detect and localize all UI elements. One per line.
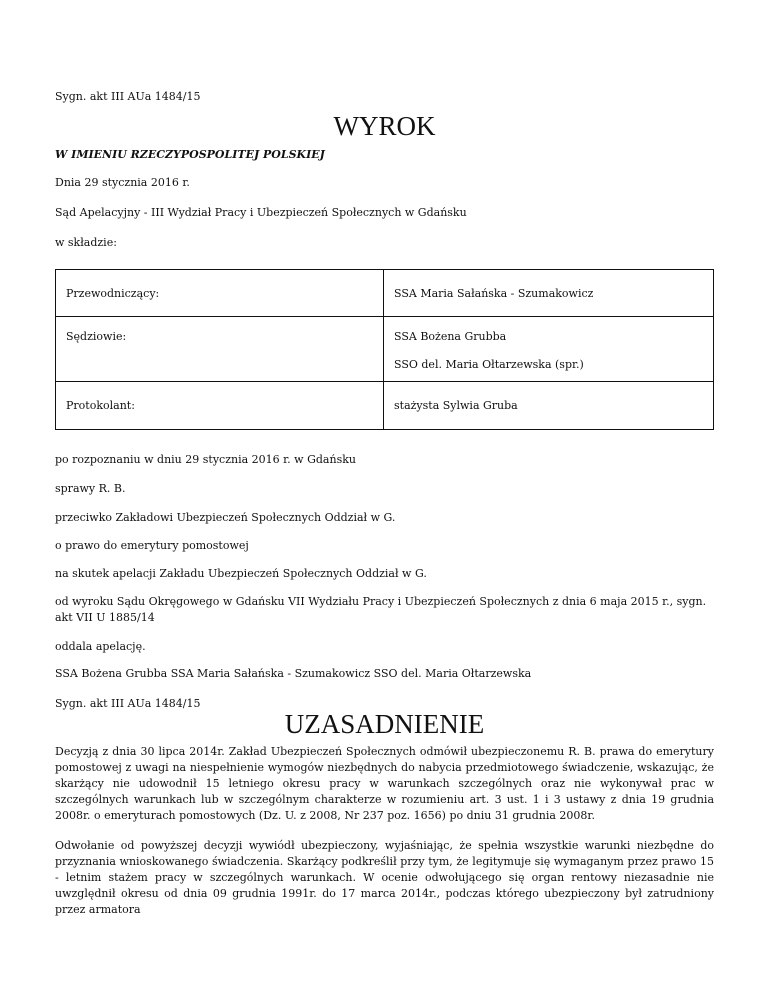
case-number-top: Sygn. akt III AUa 1484/15 bbox=[55, 90, 201, 103]
table-row bbox=[56, 317, 714, 382]
presiding-label: Przewodniczący: bbox=[56, 270, 384, 317]
verdict-line-6: od wyroku Sądu Okręgowego w Gdańsku VII Wydziału Pracy i Ubezpieczeń Społecznych z dnia 6 maja 2015 r., sygn. akt VII U 1885/14 bbox=[55, 595, 707, 624]
clerk-value: stażysta Sylwia Gruba bbox=[384, 382, 714, 430]
table-row bbox=[56, 270, 714, 317]
judges-label: Sędziowie: bbox=[56, 317, 384, 382]
presiding-value: SSA Maria Sałańska - Szumakowicz bbox=[384, 270, 714, 317]
verdict-line-2: sprawy R. B. bbox=[55, 482, 126, 495]
table-row bbox=[56, 382, 714, 430]
case-number-justification: Sygn. akt III AUa 1484/15 bbox=[55, 697, 201, 710]
verdict-line-4: o prawo do emerytury pomostowej bbox=[55, 539, 249, 552]
justification-title: UZASADNIENIE bbox=[284, 709, 485, 739]
judge-2: SSO del. Maria Ołtarzewska (spr.) bbox=[394, 358, 584, 371]
justification-paragraph-2: Odwołanie od powyższej decyzji wywiódł ubezpieczony, wyjaśniając, że spełnia wszystkie warunki niezbędne do przyznania wnioskowanego świadczenia. Skarżący podkreślił przy tym, że legitymuje się wymaganym przez prawo 15 - letnim stażem pracy w szczególnych warunkach. W ocenie odwołującego się organ rentowy niezasadnie nie uwzględnił okresu od dnia 09 grudnia 1991r. do 17 marca 2014r., podczas którego ubezpieczony był zatrudniony przez armatora bbox=[55, 839, 714, 916]
composition-intro: w składzie: bbox=[55, 236, 117, 249]
verdict-date: Dnia 29 stycznia 2016 r. bbox=[55, 176, 190, 189]
court-panel-table bbox=[55, 269, 714, 430]
judge-1: SSA Bożena Grubba bbox=[394, 330, 507, 343]
clerk-label: Protokolant: bbox=[56, 382, 384, 430]
verdict-line-3: przeciwko Zakładowi Ubezpieczeń Społecznych Oddział w G. bbox=[55, 511, 396, 524]
court-name: Sąd Apelacyjny - III Wydział Pracy i Ubezpieczeń Społecznych w Gdańsku bbox=[55, 206, 467, 219]
verdict-line-1: po rozpoznaniu w dniu 29 stycznia 2016 r. w Gdańsku bbox=[55, 453, 356, 466]
signatures: SSA Bożena Grubba SSA Maria Sałańska - Szumakowicz SSO del. Maria Ołtarzewska bbox=[55, 667, 532, 680]
judges-value bbox=[384, 317, 714, 382]
verdict-line-5: na skutek apelacji Zakładu Ubezpieczeń Społecznych Oddział w G. bbox=[55, 567, 427, 580]
verdict-line-7: oddala apelację. bbox=[55, 640, 146, 653]
verdict-title: WYROK bbox=[333, 111, 436, 141]
justification-paragraph-1: Decyzją z dnia 30 lipca 2014r. Zakład Ubezpieczeń Społecznych odmówił ubezpieczonemu R. B. prawa do emerytury pomostowej z uwagi na niespełnienie wymogów niezbędnych do nabycia przedmiotowego świadczenie, wskazując, że skarżący nie udowodnił 15 letniego okresu pracy w warunkach szczególnych oraz nie wykonywał prac w szczególnych warunkach lub w szczególnym charakterze w rozumieniu art. 3 ust. 1 i 3 ustawy z dnia 19 grudnia 2008r. o emeryturach pomostowych (Dz. U. z 2008, Nr 237 poz. 1656) po dniu 31 grudnia 2008r. bbox=[55, 745, 714, 822]
verdict-subtitle: W IMIENIU RZECZYPOSPOLITEJ POLSKIEJ bbox=[55, 148, 325, 161]
